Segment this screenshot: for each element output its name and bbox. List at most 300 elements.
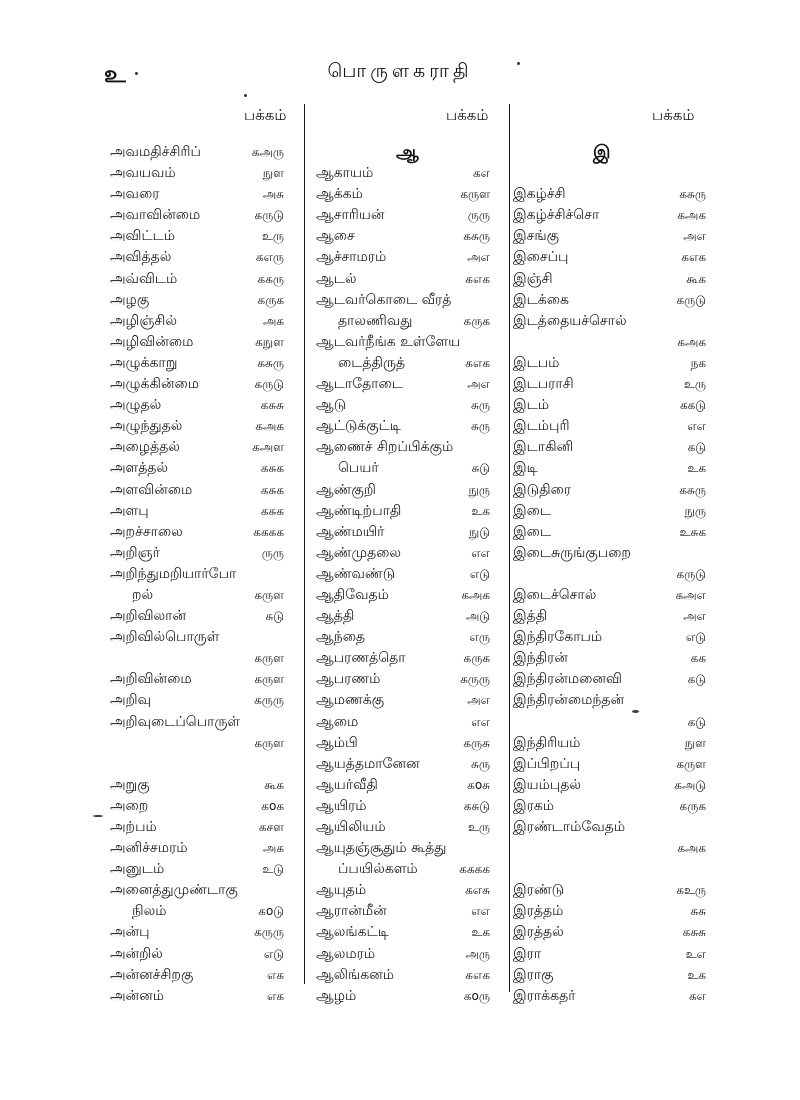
- entry-word: ஆமணக்கு: [316, 692, 385, 709]
- entry-word: ஆட்டுக்குட்டி: [316, 418, 401, 435]
- entry-row: [110, 901, 284, 922]
- entry-row: [513, 184, 706, 205]
- entry-page: கக: [690, 651, 706, 666]
- entry-row: [316, 416, 490, 437]
- column-header-2: பக்கம்: [446, 106, 489, 124]
- entry-word: அழைத்தல்: [110, 439, 180, 456]
- entry-word: அன்றில்: [110, 945, 163, 962]
- entry-word: இடை: [513, 523, 552, 540]
- column-header-3: பக்கம்: [652, 106, 695, 124]
- entry-page: கஅக: [677, 208, 706, 223]
- column-3: [513, 142, 706, 1007]
- entry-page: எக: [266, 988, 284, 1003]
- entry-word: தாலணிவது: [338, 312, 413, 329]
- entry-row: [110, 353, 284, 374]
- entry-word: இடி: [513, 460, 538, 477]
- entry-row: [513, 986, 706, 1007]
- entry-row: [513, 775, 706, 796]
- entry-word: அழுக்கின்மை: [110, 376, 200, 393]
- entry-row: [316, 986, 490, 1007]
- entry-row: [316, 332, 490, 353]
- entry-page: நுள: [262, 166, 284, 181]
- entry-row: [110, 712, 284, 733]
- entry-row: [110, 437, 284, 458]
- entry-row: [110, 817, 284, 838]
- entry-word: ஆத்தி: [316, 608, 355, 625]
- entry-page: கoசு: [467, 777, 490, 792]
- entry-page: கoக: [261, 798, 284, 813]
- entry-page: நுள: [684, 735, 706, 750]
- entry-page: உரு: [467, 820, 490, 834]
- entry-row: [110, 332, 284, 353]
- entry-row: [316, 669, 490, 690]
- entry-word: இஞ்சி: [513, 270, 553, 287]
- entry-page: கசுக: [260, 503, 284, 518]
- entry-row: [316, 269, 490, 290]
- entry-row: [316, 922, 490, 943]
- entry-page: கசுக: [260, 461, 284, 476]
- entry-word: இந்திரன்மைந்தன்: [513, 692, 625, 709]
- entry-word: இரண்டாம்வேதம்: [513, 819, 626, 835]
- entry-word: ப்பயில்களம்: [338, 861, 418, 878]
- entry-page: கஎக: [681, 250, 706, 265]
- entry-row: [316, 901, 490, 922]
- entry-word: அவ்விடம்: [110, 270, 178, 287]
- entry-word: இடை: [513, 502, 552, 519]
- entry-page: கககக: [253, 524, 284, 539]
- entry-row: [110, 627, 284, 648]
- entry-row: [110, 543, 284, 564]
- entry-word: ஆயுதஞ்சூதும் கூத்து: [316, 840, 447, 857]
- entry-word: ஆபரணத்தொ: [316, 650, 406, 667]
- entry-row: [110, 838, 284, 859]
- entry-row: [110, 142, 284, 163]
- entry-page: கருடு: [676, 566, 706, 581]
- entry-word: இரத்தல்: [513, 924, 564, 941]
- entry-word: ஆரான்மீன்: [316, 903, 387, 920]
- entry-row: [110, 163, 284, 184]
- entry-word: ஆயிலியம்: [316, 819, 386, 835]
- entry-page: கருடு: [254, 208, 284, 223]
- entry-word: அழிஞ்சில்: [110, 312, 177, 329]
- entry-row: [513, 901, 706, 922]
- ink-speck: [244, 94, 247, 97]
- entry-row: [110, 395, 284, 416]
- entry-page: கூக: [686, 271, 706, 286]
- entry-page: கருக: [463, 313, 490, 328]
- entry-page: உக: [471, 925, 490, 940]
- entry-row: [110, 311, 284, 332]
- entry-row: [316, 226, 490, 247]
- entry-word: றல்: [132, 586, 154, 603]
- entry-word: அழுந்துதல்: [110, 418, 183, 435]
- entry-page: கஅக: [677, 841, 706, 856]
- entry-word: ஆழம்: [316, 987, 357, 1004]
- entry-row: [513, 880, 706, 901]
- entry-page: எஎ: [471, 545, 490, 560]
- entry-page: கருடு: [254, 377, 284, 392]
- entry-row: [316, 290, 490, 311]
- entry-word: ஆண்மயிர்: [316, 523, 385, 540]
- entry-word: இந்திரன்மனைவி: [513, 671, 622, 688]
- entry-row: [110, 606, 284, 627]
- entry-row: [513, 585, 706, 606]
- entry-row: [513, 690, 706, 711]
- entry-row: [316, 838, 490, 859]
- entry-word: ஆந்தை: [316, 629, 366, 646]
- entry-word: அளவின்மை: [110, 481, 193, 498]
- entry-page: கசுசு: [682, 925, 706, 940]
- entry-page: அக: [262, 841, 284, 856]
- entry-word: டைத்திருத்: [338, 354, 406, 371]
- entry-page: கசுரு: [679, 482, 706, 497]
- entry-page: கஅஎ: [675, 587, 706, 602]
- entry-word: ஆடவர்கொடை வீரத்: [316, 291, 452, 308]
- entry-word: ஆசாரியன்: [316, 207, 385, 224]
- entry-page: ககடு: [679, 398, 706, 413]
- entry-row: [513, 796, 706, 817]
- entry-row: [316, 965, 490, 986]
- entry-page: கடு: [687, 714, 706, 729]
- entry-word: அனுடம்: [110, 861, 165, 878]
- ink-speck: [135, 72, 138, 75]
- ink-speck: [93, 815, 103, 817]
- entry-row: [110, 205, 284, 226]
- entry-row: [110, 247, 284, 268]
- entry-row: [316, 627, 490, 648]
- entry-row: [110, 775, 284, 796]
- entry-row: [316, 458, 490, 479]
- entry-page: கருள: [460, 187, 490, 202]
- entry-word: அறிவுடைப்பொருள்: [110, 713, 241, 730]
- entry-page: கசுரு: [463, 229, 490, 244]
- entry-row: [513, 965, 706, 986]
- entry-word: ஆண்முதலை: [316, 544, 402, 561]
- entry-row: [316, 796, 490, 817]
- entry-word: இடுதிரை: [513, 481, 572, 498]
- entry-page: கருள: [254, 651, 284, 666]
- entry-row: [513, 564, 706, 585]
- entry-row: [513, 922, 706, 943]
- entry-row: [110, 522, 284, 543]
- entry-word: இந்திரன்: [513, 650, 568, 667]
- ink-speck: [517, 62, 520, 65]
- entry-page: சுரு: [471, 756, 490, 771]
- entry-word: அறுகு: [110, 776, 150, 793]
- entry-row: [316, 374, 490, 395]
- entry-word: ஆண்குறி: [316, 481, 376, 498]
- entry-word: அவிட்டம்: [110, 228, 176, 245]
- entry-word: இடம்புரி: [513, 418, 570, 435]
- entry-word: ஆணைச் சிறப்பிக்கும்: [316, 439, 454, 456]
- entry-page: எஎ: [471, 714, 490, 729]
- entry-word: ஆடல்: [316, 270, 357, 287]
- entry-page: எடு: [263, 946, 284, 961]
- entry-word: அறிந்துமறியார்போ: [110, 565, 237, 582]
- entry-row: [316, 522, 490, 543]
- entry-page: அடு: [465, 609, 490, 624]
- column-header-1: பக்கம்: [244, 106, 287, 124]
- entry-word: அளபு: [110, 502, 149, 519]
- entry-word: இரா: [513, 945, 542, 962]
- entry-row: [513, 522, 706, 543]
- entry-word: ஆயுதம்: [316, 882, 367, 899]
- entry-word: ஆடாதோடை: [316, 376, 403, 393]
- entry-word: ஆச்சாமரம்: [316, 249, 387, 266]
- entry-row: [316, 648, 490, 669]
- entry-word: இடபராசி: [513, 376, 574, 393]
- entry-page: எஎ: [471, 904, 490, 919]
- entry-page: கடு: [687, 672, 706, 687]
- entry-word: இடத்தையச்சொல்: [513, 312, 627, 329]
- entry-word: நிலம்: [132, 903, 167, 920]
- entry-page: கநுள: [255, 334, 284, 349]
- entry-row: [513, 712, 706, 733]
- entry-row: [110, 669, 284, 690]
- entry-page: கருரு: [254, 925, 284, 940]
- entry-row: [110, 585, 284, 606]
- entry-word: அவாவின்மை: [110, 207, 201, 224]
- entry-word: இடபம்: [513, 354, 560, 371]
- entry-page: கருள: [676, 756, 706, 771]
- entry-row: [316, 712, 490, 733]
- entry-row: [513, 754, 706, 775]
- entry-page: உக: [687, 461, 706, 476]
- entry-page: கஅடு: [674, 777, 706, 792]
- entry-row: [316, 775, 490, 796]
- entry-word: இடாகினி: [513, 439, 574, 456]
- entry-word: ஆபரணம்: [316, 671, 381, 688]
- entry-row: [513, 290, 706, 311]
- entry-word: அழுதல்: [110, 397, 162, 414]
- entry-word: ஆதிவேதம்: [316, 586, 389, 603]
- entry-word: அழுக்காறு: [110, 354, 178, 371]
- entry-word: இசங்கு: [513, 228, 559, 245]
- entry-word: அவரை: [110, 186, 160, 203]
- entry-row: [316, 564, 490, 585]
- entry-row: [513, 543, 706, 564]
- entry-page: கசுசு: [260, 398, 284, 413]
- entry-word: அவமதிச்சிரிப்: [110, 144, 201, 160]
- entry-page: கஅரு: [251, 145, 284, 159]
- entry-page: கருள: [254, 735, 284, 750]
- entry-row: [110, 754, 284, 775]
- column-divider: [509, 104, 510, 992]
- entry-word: ஆலிங்கனம்: [316, 966, 395, 983]
- column-2: [316, 142, 490, 1007]
- entry-word: இத்தி: [513, 608, 548, 625]
- entry-page: எஎ: [687, 419, 706, 434]
- entry-page: கஎசு: [465, 883, 490, 898]
- entry-word: அறிவில்பொருள்: [110, 629, 220, 646]
- entry-page: கஎக: [465, 967, 490, 982]
- entry-page: அஎ: [683, 609, 706, 624]
- entry-page: ருரு: [467, 208, 490, 223]
- column-1: [110, 142, 284, 1007]
- entry-page: கசள: [258, 820, 284, 834]
- entry-row: [513, 226, 706, 247]
- entry-row: [513, 627, 706, 648]
- entry-word: அனைத்துமுண்டாகு: [110, 882, 238, 899]
- entry-row: [513, 374, 706, 395]
- entry-page: கூக: [264, 777, 284, 792]
- entry-row: [316, 480, 490, 501]
- entry-row: [513, 311, 706, 332]
- entry-row: [316, 754, 490, 775]
- entry-page: கககக: [459, 862, 490, 877]
- entry-page: உக: [687, 967, 706, 982]
- entry-page: அஎ: [467, 693, 490, 708]
- entry-page: கடு: [687, 440, 706, 455]
- entry-page: அசு: [262, 187, 284, 202]
- entry-row: [513, 205, 706, 226]
- entry-row: [513, 395, 706, 416]
- entry-row: [110, 922, 284, 943]
- entry-word: இரத்தம்: [513, 903, 564, 920]
- entry-word: அறை: [110, 797, 149, 814]
- entry-page: கஅள: [252, 440, 284, 455]
- entry-page: கருக: [463, 651, 490, 666]
- entry-page: உசுக: [679, 524, 706, 539]
- page-number: உ: [104, 60, 126, 88]
- entry-page: கஅக: [461, 587, 490, 602]
- entry-row: [110, 859, 284, 880]
- entry-page: கஎ: [688, 988, 706, 1003]
- entry-word: இந்திரியம்: [513, 734, 581, 751]
- entry-row: [316, 184, 490, 205]
- entry-row: [316, 585, 490, 606]
- entry-page: நுடு: [468, 524, 490, 539]
- entry-word: அறிவின்மை: [110, 671, 192, 688]
- entry-word: ஆசை: [316, 228, 355, 245]
- entry-word: ஆண்வண்டு: [316, 565, 396, 582]
- entry-row: [110, 564, 284, 585]
- entry-word: அழிவின்மை: [110, 333, 194, 350]
- entry-row: [110, 986, 284, 1007]
- entry-page: கசுரு: [679, 187, 706, 202]
- entry-page: உக: [471, 503, 490, 518]
- entry-word: இகழ்ச்சி: [513, 186, 566, 203]
- entry-row: [513, 480, 706, 501]
- entry-page: அஎ: [467, 377, 490, 392]
- entry-page: நுரு: [468, 482, 490, 497]
- entry-word: இடக்கை: [513, 291, 569, 308]
- entry-row: [513, 669, 706, 690]
- entry-row: [513, 817, 706, 838]
- entry-word: இந்திரகோபம்: [513, 629, 603, 646]
- entry-page: கருள: [254, 587, 284, 602]
- entry-word: ஆம்பி: [316, 734, 358, 751]
- entry-page: சுடு: [471, 461, 490, 476]
- entry-page: கஅக: [677, 334, 706, 349]
- entry-word: ஆ: [396, 142, 419, 163]
- entry-word: இடைச்சொல்: [513, 586, 597, 603]
- entry-page: கசுடு: [463, 798, 490, 813]
- entry-word: இசைப்பு: [513, 249, 569, 266]
- entry-page: கoடு: [258, 904, 284, 919]
- entry-word: இடம்: [513, 397, 550, 414]
- entry-word: இராகு: [513, 966, 554, 983]
- entry-row: [513, 501, 706, 522]
- entry-row: [110, 690, 284, 711]
- entry-row: [110, 290, 284, 311]
- entry-row: [110, 944, 284, 965]
- entry-row: [316, 733, 490, 754]
- entry-page: அஎ: [683, 229, 706, 244]
- entry-page: சுடு: [265, 609, 284, 624]
- entry-row: [316, 859, 490, 880]
- entry-page: அரு: [465, 946, 490, 961]
- ink-speck: [632, 710, 639, 713]
- entry-row: [316, 817, 490, 838]
- entry-page: கருசு: [463, 735, 490, 750]
- entry-row: [513, 838, 706, 859]
- entry-word: ஆக்கம்: [316, 186, 363, 203]
- entry-word: அன்னம்: [110, 987, 164, 1004]
- entry-word: அன்பு: [110, 924, 150, 941]
- entry-row: [110, 965, 284, 986]
- entry-row: [110, 458, 284, 479]
- entry-row: [110, 733, 284, 754]
- entry-row: [110, 796, 284, 817]
- entry-word: இரண்டு: [513, 882, 565, 899]
- entry-row: [316, 690, 490, 711]
- entry-row: [316, 205, 490, 226]
- entry-row: [513, 458, 706, 479]
- entry-word: இயம்புதல்: [513, 776, 582, 793]
- entry-word: ஆடவர்நீங்க உள்ளேய: [316, 333, 461, 350]
- entry-page: சுரு: [471, 398, 490, 413]
- entry-row: [513, 944, 706, 965]
- column-divider: [304, 104, 305, 984]
- entry-row: [513, 437, 706, 458]
- entry-row: [513, 269, 706, 290]
- entry-row: [316, 247, 490, 268]
- entry-page: கoரு: [463, 988, 490, 1003]
- entry-page: கசுக: [260, 482, 284, 497]
- entry-word: இ: [593, 142, 611, 163]
- entry-word: இராக்கதர்: [513, 987, 576, 1004]
- entry-row: [513, 648, 706, 669]
- entry-word: அவித்தல்: [110, 249, 172, 266]
- entry-word: ஆகாயம்: [316, 165, 374, 182]
- entry-word: அவயவம்: [110, 165, 176, 182]
- entry-row: [110, 501, 284, 522]
- page-title: பொருளகராதி: [327, 60, 473, 82]
- entry-word: ஆயத்தமானேன: [316, 755, 420, 772]
- entry-page: கருடு: [676, 292, 706, 307]
- entry-word: அழகு: [110, 291, 150, 308]
- entry-row: [316, 501, 490, 522]
- entry-word: அற்பம்: [110, 819, 157, 835]
- entry-word: அறிஞர்: [110, 544, 160, 561]
- entry-row: [316, 437, 490, 458]
- entry-row: [513, 606, 706, 627]
- entry-row: [316, 880, 490, 901]
- entry-row: [513, 353, 706, 374]
- entry-page: கருள: [254, 672, 284, 687]
- entry-row: [110, 416, 284, 437]
- entry-word: அறச்சாலை: [110, 523, 183, 540]
- entry-row: [316, 311, 490, 332]
- entry-row: [110, 880, 284, 901]
- entry-page: நக: [690, 355, 706, 370]
- entry-word: ஆண்டிற்பாதி: [316, 502, 402, 519]
- entry-page: கருரு: [460, 672, 490, 687]
- entry-page: எக: [266, 967, 284, 982]
- entry-page: எடு: [685, 630, 706, 645]
- entry-page: எடு: [469, 566, 490, 581]
